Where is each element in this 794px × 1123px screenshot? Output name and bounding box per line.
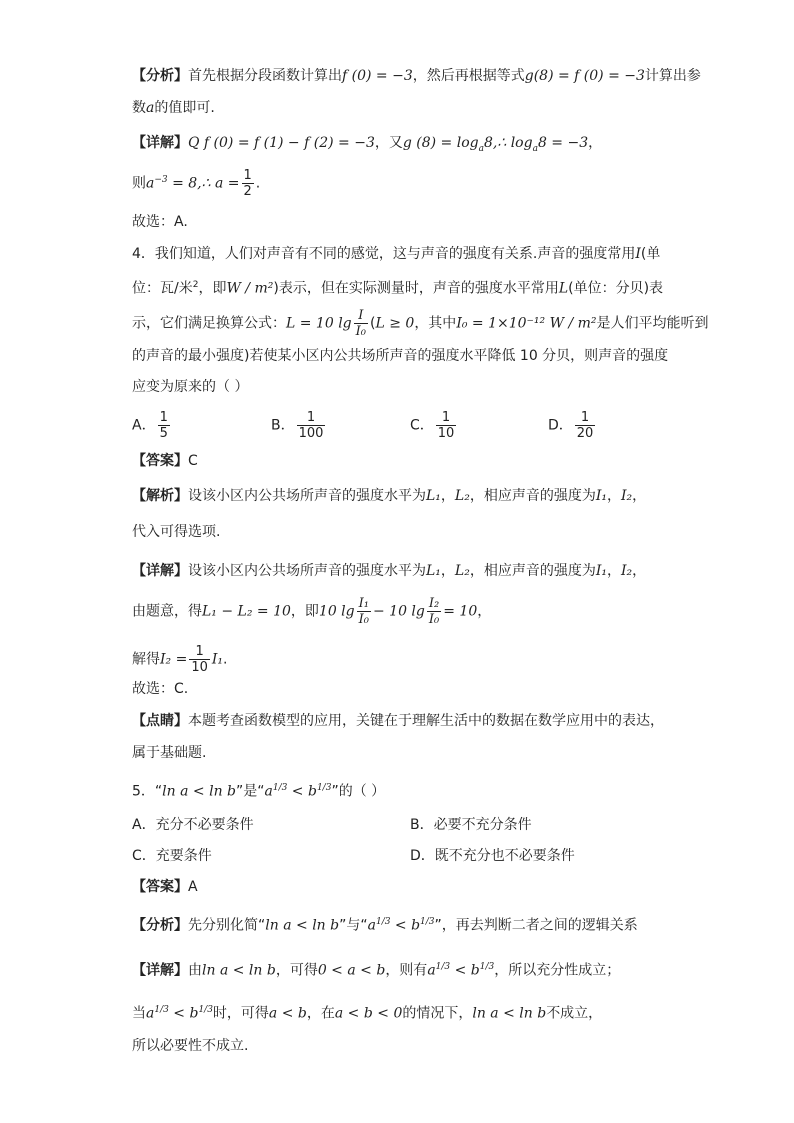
q4-answer-choice: 故选：C. <box>132 681 189 697</box>
option-text: 必要不充分条件 <box>433 817 532 833</box>
math-sup: 1/3 <box>198 1005 213 1015</box>
math-sup: −3 <box>154 174 168 185</box>
text: ”，再去判断二者之间的逻辑关系 <box>434 917 638 934</box>
math-expr: I₁ <box>595 563 607 579</box>
math-expr: a < b < 0 <box>334 1005 403 1022</box>
comment-tag: 【点睛】 <box>132 713 188 729</box>
q5-detail-line2 <box>132 1000 602 1024</box>
text: 示，它们满足换算公式： <box>132 315 286 332</box>
text: 当 <box>132 1005 146 1022</box>
text: 是人们平均能听到 <box>596 315 709 332</box>
math-expr: I <box>635 246 641 262</box>
text: ，相应声音的强度为 <box>469 563 596 579</box>
q5-answer-line <box>132 877 198 897</box>
frac-den: I₀ <box>428 612 440 627</box>
option-text: 充要条件 <box>155 848 212 864</box>
text: ， <box>477 603 492 620</box>
option-label: B． <box>410 817 434 833</box>
q4-comment-line2: 属于基础题. <box>132 745 207 761</box>
math-expr: = 10 <box>443 603 478 620</box>
q5-detail-line3: 所以必要性不成立. <box>132 1038 249 1054</box>
frac-num: 1 <box>159 410 168 425</box>
math-sub: a <box>532 143 538 154</box>
text: 数 <box>132 100 146 116</box>
text: 设该小区内公共场所声音的强度水平为 <box>188 563 426 579</box>
math-expr: = 8,∴ a = <box>167 175 240 192</box>
frac-den: 5 <box>159 426 168 441</box>
text: 解得 <box>132 651 160 668</box>
q4-option-b <box>271 410 327 441</box>
q3-analysis-line2 <box>132 98 215 118</box>
math-expr: a <box>146 175 155 192</box>
math-expr: L₁ <box>426 563 441 579</box>
fraction <box>297 410 326 441</box>
math-sup: 1/3 <box>435 962 451 972</box>
text: 不成立， <box>546 1005 603 1022</box>
text: ( <box>370 315 376 332</box>
math-expr: W / m² <box>226 280 274 297</box>
math-expr: 0 < a < b <box>317 962 386 979</box>
math-sup: 1/3 <box>375 917 391 927</box>
q4-stem-line1 <box>132 244 660 264</box>
math-expr: ln a < ln b <box>202 962 276 979</box>
math-expr: L₂ <box>454 488 470 504</box>
text: ，即 <box>198 280 227 297</box>
math-expr: L ≥ 0 <box>375 315 415 332</box>
frac-num: I <box>354 308 368 324</box>
q3-detail-line1 <box>132 133 602 159</box>
math-expr: I₂ <box>621 563 633 579</box>
text: (单 <box>640 246 661 262</box>
math-sup: 1/3 <box>420 917 435 927</box>
q3-analysis-line1 <box>132 66 701 86</box>
math-expr: I₀ = 1×10⁻¹² W / m² <box>456 315 597 332</box>
fraction <box>357 596 371 627</box>
text: ， <box>440 563 455 579</box>
math-expr: < b <box>287 783 317 800</box>
math-expr: a <box>146 100 155 116</box>
text: ，然后再根据等式 <box>412 68 525 84</box>
text: 先分别化简“ <box>188 917 266 934</box>
math-expr: a <box>427 962 436 979</box>
text: 由 <box>188 962 202 979</box>
text: 5．“ <box>132 783 163 800</box>
text: ， <box>440 488 455 504</box>
math-sup: 1/3 <box>154 1005 169 1015</box>
text: ， <box>632 488 647 504</box>
frac-num: I₁ <box>358 596 369 611</box>
q5-option-c <box>132 846 212 866</box>
text: ，其中 <box>414 315 457 332</box>
math-sup: 1/3 <box>479 962 495 972</box>
fraction <box>427 596 441 627</box>
fraction <box>436 410 457 441</box>
math-expr: g (8) = log <box>402 135 479 151</box>
answer-tag: 【答案】 <box>132 453 188 469</box>
frac-num: 1 <box>575 410 596 426</box>
text: ， <box>588 135 603 151</box>
math-expr: − 10 lg <box>372 603 425 620</box>
fraction <box>242 168 254 199</box>
explain-tag: 【解析】 <box>132 488 188 504</box>
math-expr: I₂ = <box>160 651 188 668</box>
detail-tag: 【详解】 <box>132 563 188 579</box>
math-expr: L₁ − L₂ = 10 <box>202 603 291 620</box>
frac-num: 1 <box>297 410 326 426</box>
math-expr: a <box>146 1005 155 1022</box>
option-label: C． <box>132 848 156 864</box>
text: 设该小区内公共场所声音的强度水平为 <box>188 488 426 504</box>
math-expr: a <box>367 917 376 934</box>
frac-num: 1 <box>189 644 210 660</box>
q4-option-a <box>132 410 172 441</box>
text: ”与“ <box>339 917 368 934</box>
math-sup: 2 <box>192 280 199 290</box>
text: ，所以充分性成立； <box>494 962 621 979</box>
math-expr: 10 lg <box>318 603 355 620</box>
math-sup: 1/3 <box>316 783 332 793</box>
text: 4．我们知道，人们对声音有不同的感觉，这与声音的强度有关系.声音的强度常用 <box>132 246 636 262</box>
answer-tag: 【答案】 <box>132 879 188 895</box>
math-expr: 8,∴ log <box>483 135 533 151</box>
text: ，则有 <box>385 962 428 979</box>
q3-result-line <box>132 168 260 199</box>
text: 则 <box>132 175 146 192</box>
math-expr: I₂ <box>621 488 633 504</box>
q5-option-b <box>410 815 532 835</box>
q5-option-a <box>132 815 254 835</box>
frac-den: 100 <box>298 426 324 441</box>
q5-option-d <box>410 846 575 866</box>
math-expr: a <box>264 783 273 800</box>
text: ， <box>632 563 647 579</box>
text: (单位：分贝)表 <box>568 280 664 297</box>
math-expr: ln a < ln b <box>265 917 340 934</box>
option-label: C． <box>410 417 434 434</box>
text: ，即 <box>290 603 319 620</box>
option-label: D． <box>410 848 435 864</box>
math-expr: < b <box>168 1005 199 1022</box>
answer-value: A <box>188 879 198 895</box>
math-expr: Q f (0) = f (1) − f (2) = −3 <box>188 135 375 151</box>
text: 首先根据分段函数计算出 <box>188 68 342 84</box>
text: 计算出参 <box>644 68 701 84</box>
detail-tag: 【详解】 <box>132 135 188 151</box>
option-label: D． <box>548 417 573 434</box>
math-expr: g(8) = f (0) = −3 <box>524 68 645 84</box>
frac-num: 1 <box>243 168 252 183</box>
q4-stem-line5: 应变为原来的（ ） <box>132 379 249 395</box>
math-expr: ln a < ln b <box>162 783 236 800</box>
frac-den: 2 <box>243 184 252 199</box>
text: ，相应声音的强度为 <box>469 488 596 504</box>
fraction <box>189 644 210 675</box>
text: 时，可得 <box>212 1005 269 1022</box>
text: ，又 <box>374 135 403 151</box>
frac-num: I₂ <box>428 596 440 611</box>
text: 本题考查函数模型的应用，关键在于理解生活中的数据在数学应用中的表达， <box>188 713 664 729</box>
option-label: A． <box>132 817 156 833</box>
option-text: 充分不必要条件 <box>155 817 254 833</box>
math-expr: L₂ <box>454 563 470 579</box>
math-expr: I₁ <box>211 651 224 668</box>
math-expr: < b <box>450 962 480 979</box>
q4-detail-line3 <box>132 644 227 675</box>
option-text: 既不充分也不必要条件 <box>434 848 575 864</box>
text: 由题意，得 <box>132 603 202 620</box>
q4-detail-line1 <box>132 561 646 581</box>
frac-den: 10 <box>437 426 455 441</box>
analysis-tag: 【分析】 <box>132 917 188 934</box>
text: 的情况下， <box>402 1005 473 1022</box>
text: ，可得 <box>275 962 318 979</box>
q5-stem <box>132 778 385 802</box>
option-label: B． <box>271 417 295 434</box>
math-expr: f (0) = −3 <box>342 68 413 84</box>
q4-explain-line2: 代入可得选项. <box>132 524 221 540</box>
q4-stem-line4: 的声音的最小强度)若使某小区内公共场所声音的强度水平降低 10 分贝，则声音的强度 <box>132 348 669 364</box>
option-label: A． <box>132 417 156 434</box>
text: ， <box>607 563 621 579</box>
text: 的值即可. <box>154 100 215 116</box>
math-expr: L₁ <box>426 488 441 504</box>
fraction <box>158 410 170 441</box>
q3-answer-choice: 故选：A. <box>132 214 188 230</box>
q5-analysis-line <box>132 912 638 936</box>
math-expr: ln a < ln b <box>472 1005 547 1022</box>
analysis-tag: 【分析】 <box>132 68 188 84</box>
q4-stem-line3 <box>132 308 709 339</box>
math-expr: L = 10 lg <box>286 315 352 332</box>
text: . <box>255 175 261 192</box>
math-sup: 1/3 <box>272 783 288 793</box>
frac-den: I₀ <box>355 324 366 339</box>
q4-explain-line1 <box>132 486 646 506</box>
fraction <box>354 308 368 339</box>
math-expr: I₁ <box>595 488 607 504</box>
math-expr: L <box>558 280 569 297</box>
math-expr: a < b <box>268 1005 307 1022</box>
fraction <box>575 410 596 441</box>
frac-num: 1 <box>436 410 457 426</box>
q4-option-d <box>548 410 597 441</box>
q4-option-c <box>410 410 458 441</box>
text: )表示，但在实际测量时，声音的强度水平常用 <box>273 280 559 297</box>
detail-tag: 【详解】 <box>132 962 188 979</box>
q4-answer-line <box>132 451 198 471</box>
text: 位：瓦/米 <box>132 280 193 297</box>
q4-comment-line1 <box>132 711 664 731</box>
q5-detail-line1 <box>132 957 620 981</box>
text: ”是“ <box>236 783 265 800</box>
text: ”的（ ） <box>331 783 386 800</box>
math-expr: 8 = −3 <box>537 135 589 151</box>
text: . <box>223 651 228 668</box>
frac-den: 20 <box>576 426 594 441</box>
text: ，在 <box>306 1005 335 1022</box>
frac-den: 10 <box>191 660 208 675</box>
text: ， <box>607 488 621 504</box>
q4-detail-line2 <box>132 596 491 627</box>
frac-den: I₀ <box>358 612 369 627</box>
answer-value: C <box>188 453 198 469</box>
q4-stem-line2 <box>132 275 663 299</box>
math-expr: < b <box>390 917 421 934</box>
math-sub: a <box>478 143 484 154</box>
